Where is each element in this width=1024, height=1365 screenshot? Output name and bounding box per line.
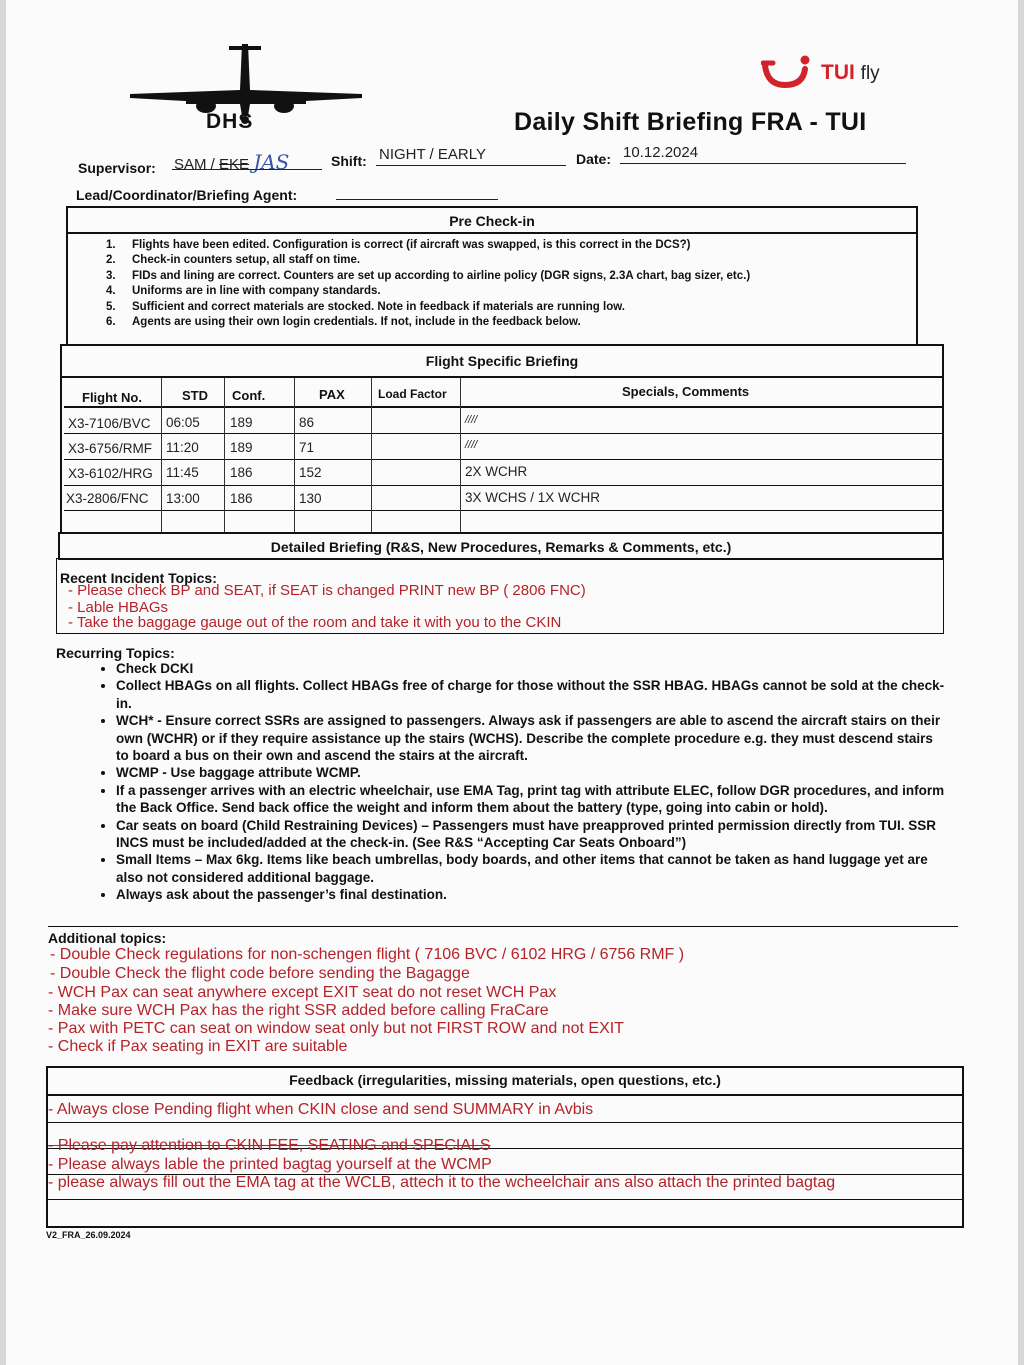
lead-label: Lead/Coordinator/Briefing Agent: — [76, 187, 298, 203]
recurring-item: • Car seats on board (Child Restraining Devices) – Passengers must have preapproved printed permission directly from TUI. SSR INCS must be included/added at the check-in. (See R&S “Accepting Car Seats Onboard”) — [116, 817, 945, 852]
feedback-title: Feedback (irregularities, missing materials, open questions, etc.) — [289, 1072, 721, 1088]
col-divider — [161, 378, 162, 534]
date-value: 10.12.2024 — [623, 144, 699, 161]
cell-flight: X3-7106/BVC — [68, 416, 151, 431]
item-number: 2. — [106, 254, 116, 267]
col-header-load-factor: Load Factor — [378, 387, 447, 401]
recurring-item: • If a passenger arrives with an electric wheelchair, use EMA Tag, print tag with attribute ELEC, follow DGR procedures, and inform the Back Office. Send back office the weight and inform them about the battery (type, going into cabin or hold). — [116, 782, 945, 817]
supervisor-names: SAM / — [174, 156, 220, 173]
row-divider — [64, 459, 942, 460]
supervisor-struck-name: EKE — [219, 156, 250, 173]
item-text: Sufficient and correct materials are stocked. Note in feedback if materials are running low. — [132, 300, 625, 313]
feedback-item: - Please always lable the printed bagtag yourself at the WCMP — [48, 1156, 492, 1173]
shift-value: NIGHT / EARLY — [379, 146, 486, 163]
supervisor-line — [172, 169, 322, 170]
briefing-sheet — [6, 0, 1018, 1365]
cell-std: 11:20 — [166, 440, 199, 455]
recurring-item: • Collect HBAGs on all flights. Collect HBAGs free of charge for those without the SSR HBAG. HBAGs cannot be sold at the check-in. — [116, 677, 945, 712]
cell-conf: 189 — [230, 440, 253, 455]
supervisor-value — [174, 150, 289, 174]
col-divider — [294, 378, 295, 534]
tui-smile-icon — [761, 55, 817, 89]
tui-fly-text — [821, 61, 880, 85]
cell-specials: 2X WCHR — [465, 464, 528, 479]
cell-std: 06:05 — [166, 415, 200, 430]
item-number: 1. — [106, 239, 116, 251]
recurring-item: • Small Items – Max 6kg. Items like beach umbrellas, body boards, and other items that cannot be taken as hand luggage yet are also not considered additional baggage. — [116, 851, 945, 886]
checklist-item — [106, 315, 750, 330]
fly-suffix: fly — [860, 63, 880, 84]
additional-item: - Double Check regulations for non-schengen flight ( 7106 BVC / 6102 HRG / 6756 RMF ) — [50, 946, 685, 963]
pre-checkin-divider — [66, 232, 918, 234]
recent-item: - Lable HBAGs — [68, 599, 169, 616]
cell-pax: 130 — [299, 491, 322, 506]
additional-item: - Check if Pax seating in EXIT are suitable — [48, 1038, 348, 1055]
cell-flight: X3-2806/FNC — [66, 491, 149, 506]
detailed-briefing-title: Detailed Briefing (R&S, New Procedures, Remarks & Comments, etc.) — [270, 539, 732, 555]
feedback-row-line — [46, 1122, 964, 1123]
recent-item: - Please check BP and SEAT, if SEAT is changed PRINT new BP ( 2806 FNC) — [68, 582, 586, 599]
recent-item: - Take the baggage gauge out of the room and take it with you to the CKIN — [68, 614, 562, 631]
cell-pax: 71 — [299, 440, 315, 455]
cell-std: 13:00 — [166, 491, 200, 506]
row-divider — [64, 433, 942, 434]
tui-fly-logo — [761, 55, 911, 95]
feedback-item: - Always close Pending flight when CKIN close and send SUMMARY in Avbis — [48, 1101, 594, 1118]
col-header-specials: Specials, Comments — [622, 384, 750, 399]
checklist-item — [106, 269, 750, 284]
additional-item: - Make sure WCH Pax has the right SSR added before calling FraCare — [48, 1002, 549, 1019]
item-text: Check-in counters setup, all staff on time. — [132, 254, 361, 267]
feedback-item-struck: - Please pay attention to CKIN FEE, SEATING and SPECIALS — [48, 1137, 491, 1154]
pre-checkin-list — [106, 238, 750, 330]
item-number: 3. — [106, 269, 116, 282]
page-title: Daily Shift Briefing FRA - TUI — [514, 108, 867, 136]
cell-specials: //// — [465, 414, 478, 426]
item-number: 4. — [106, 285, 116, 298]
feedback-divider — [46, 1094, 964, 1096]
cell-specials: 3X WCHS / 1X WCHR — [465, 490, 601, 505]
cell-pax: 152 — [299, 465, 322, 480]
shift-label: Shift: — [331, 153, 367, 169]
cell-flight: X3-6756/RMF — [68, 441, 153, 456]
checklist-item — [106, 284, 750, 299]
item-text: Flights have been edited. Configuration is correct (if aircraft was swapped, is this correct in the DCS?) — [132, 239, 691, 251]
supervisor-handwritten: JAS — [253, 150, 290, 174]
feedback-item: - please always fill out the EMA tag at the WCLB, attech it to the wcheelchair ans also attach the printed bagtag — [48, 1174, 836, 1191]
item-number: 5. — [106, 300, 116, 313]
col-divider — [371, 378, 372, 534]
additional-item: - Pax with PETC can seat on window seat only but not FIRST ROW and not EXIT — [48, 1020, 624, 1037]
recurring-item: • WCH* - Ensure correct SSRs are assigned to passengers. Always ask if passengers are able to ascend the aircraft stairs on their own (WCHR) or if they require assistance up the stairs (WCHS). Describe the complete procedure e.g. they must descend stairs to board a bus on their own and ascend the stairs at the aircraft. — [116, 712, 945, 764]
recurring-item: • Always ask about the passenger’s final destination. — [116, 886, 945, 903]
shift-line — [376, 165, 566, 166]
flight-briefing-title: Flight Specific Briefing — [425, 353, 579, 369]
additional-item: - Double Check the flight code before sending the Bagagge — [50, 965, 470, 982]
lead-line — [336, 199, 498, 200]
item-text: FIDs and lining are correct. Counters are set up according to airline policy (DGR signs, 2.3A chart, bag sizer, etc.) — [132, 269, 751, 282]
recent-incidents-label: Recent Incident Topics: — [60, 570, 217, 586]
col-divider — [460, 378, 461, 534]
cell-std: 11:45 — [166, 465, 199, 480]
cell-conf: 186 — [230, 465, 253, 480]
flight-briefing-divider — [60, 376, 944, 378]
cell-pax: 86 — [299, 415, 315, 430]
col-header-pax: PAX — [319, 387, 345, 402]
additional-topics-label: Additional topics: — [48, 930, 167, 946]
item-text: Uniforms are in line with company standards. — [132, 285, 381, 298]
checklist-item — [106, 253, 750, 268]
supervisor-label: Supervisor: — [78, 160, 156, 176]
date-label: Date: — [576, 151, 612, 167]
tui-brand: TUI — [821, 61, 855, 84]
checklist-item — [106, 300, 750, 315]
dhs-logo-text: DHS — [206, 110, 254, 133]
item-number: 6. — [106, 316, 116, 329]
pre-checkin-title: Pre Check-in — [449, 213, 535, 229]
checklist-item — [106, 238, 750, 253]
col-header-conf: Conf. — [232, 388, 266, 403]
version-footer: V2_FRA_26.09.2024 — [46, 1230, 131, 1240]
recurring-topics-label: Recurring Topics: — [56, 645, 175, 661]
cell-conf: 186 — [230, 491, 253, 506]
recurring-topics-list — [90, 660, 945, 904]
additional-topics-divider — [48, 926, 958, 927]
col-divider — [224, 378, 225, 534]
cell-conf: 189 — [230, 415, 253, 430]
dhs-logo — [126, 40, 366, 135]
recurring-item: • Check DCKI — [116, 660, 945, 677]
row-divider — [64, 510, 942, 511]
table-header-divider — [64, 406, 942, 408]
row-divider — [64, 485, 942, 486]
cell-specials: //// — [465, 439, 478, 451]
additional-item: - WCH Pax can seat anywhere except EXIT seat do not reset WCH Pax — [48, 984, 557, 1001]
recurring-item: • WCMP - Use baggage attribute WCMP. — [116, 764, 945, 781]
cell-flight: X3-6102/HRG — [68, 466, 153, 481]
col-header-flight: Flight No. — [82, 390, 142, 405]
feedback-row-line — [46, 1199, 964, 1200]
date-line — [620, 163, 906, 164]
item-text: Agents are using their own login credentials. If not, include in the feedback below. — [132, 316, 581, 329]
col-header-std: STD — [182, 388, 208, 403]
